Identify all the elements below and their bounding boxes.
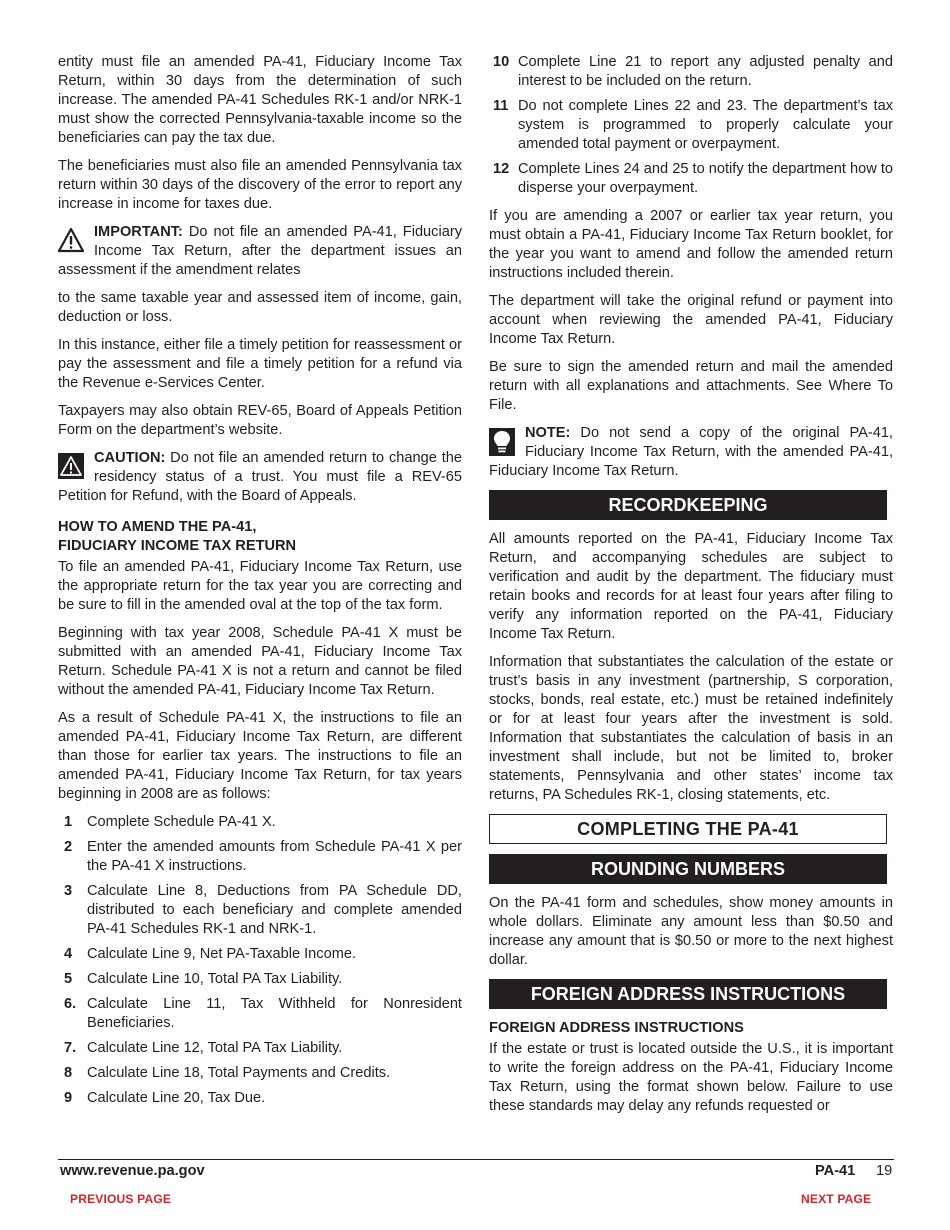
list-item: 5 Calculate Line 10, Total PA Tax Liability. <box>64 971 343 987</box>
list-item: 6. Calculate Line 11, Tax Withheld for Nonresident Beneficiaries. <box>64 996 462 1031</box>
list-item: 11 Do not complete Lines 22 and 23. The department’s tax system is programmed to properly calculate your amended total payment or overpayment. <box>493 98 893 152</box>
caution-text: Do not file an amended return to change the residency status of a trust. You must file a REV-65 Petition for Refund, with the Board of Appeals. <box>58 450 462 504</box>
warning-triangle-icon <box>58 227 84 253</box>
note-label: NOTE: <box>525 425 571 441</box>
important-label: IMPORTANT: <box>94 224 183 240</box>
footer-url[interactable]: www.revenue.pa.gov <box>60 1163 205 1179</box>
caution-label: CAUTION: <box>94 450 166 466</box>
paragraph: Be sure to sign the amended return and mail the amended return with all explanations and attachments. See Where To File. <box>489 359 893 413</box>
paragraph: Taxpayers may also obtain REV-65, Board of Appeals Petition Form on the department’s website. <box>58 403 462 438</box>
left-column <box>58 53 462 1117</box>
list-item: 4 Calculate Line 9, Net PA-Taxable Income. <box>64 946 357 962</box>
paragraph: The beneficiaries must also file an amended Pennsylvania tax return within 30 days of the discovery of the error to report any increase in income for taxes due. <box>58 158 462 212</box>
recordkeeping-banner: RECORDKEEPING <box>489 490 887 520</box>
paragraph: As a result of Schedule PA-41 X, the instructions to file an amended PA-41, Fiduciary Income Tax Return, are different than those for earlier tax years. The instructions to file an amended PA-41, Fiduciary Income Tax Return, for tax years beginning in 2008 are as follows: <box>58 710 462 802</box>
note-notice <box>489 424 893 481</box>
caution-triangle-icon <box>58 453 84 479</box>
completing-pa41-banner: COMPLETING THE PA-41 <box>489 814 887 844</box>
important-text: Do not file an amended PA-41, Fiduciary Income Tax Return, after the department issues an assessment if the amendment relates <box>58 224 462 278</box>
footer-divider <box>58 1159 894 1160</box>
caution-notice <box>58 449 462 506</box>
previous-page-link[interactable]: PREVIOUS PAGE <box>70 1192 172 1206</box>
paragraph: entity must file an amended PA-41, Fiduciary Income Tax Return, within 30 days from the determination of such increase. The amended PA-41 Schedules RK-1 and/or NRK-1 must show the corrected Pennsylvania-taxable income so the beneficiaries can pay the tax due. <box>58 54 462 146</box>
important-notice <box>58 223 462 280</box>
paragraph: To file an amended PA-41, Fiduciary Income Tax Return, use the appropriate return for the tax year you are correcting and be sure to fill in the amended oval at the top of the tax form. <box>58 559 462 613</box>
next-page-link[interactable]: NEXT PAGE <box>801 1192 872 1206</box>
footer-form-name: PA-41 <box>815 1163 856 1179</box>
paragraph: The department will take the original refund or payment into account when reviewing the amended PA-41, Fiduciary Income Tax Return. <box>489 293 893 347</box>
foreign-address-banner: FOREIGN ADDRESS INSTRUCTIONS <box>489 979 887 1009</box>
paragraph: All amounts reported on the PA-41, Fiduciary Income Tax Return, and accompanying schedules are subject to verification and audit by the department. The fiduciary must retain books and records for at least four years after filing to verify any information reported on the PA-41, Fiduciary Income Tax Return. <box>489 531 893 642</box>
list-item: 1 Complete Schedule PA-41 X. <box>64 814 276 830</box>
page-number: 19 <box>876 1163 893 1179</box>
paragraph: In this instance, either file a timely petition for reassessment or pay the assessment and file a timely petition for a refund via the Revenue e-Services Center. <box>58 337 462 391</box>
section-heading: HOW TO AMEND THE PA-41, FIDUCIARY INCOME TAX RETURN <box>58 519 297 554</box>
paragraph: Beginning with tax year 2008, Schedule PA-41 X must be submitted with an amended PA-41, Fiduciary Income Tax Return. Schedule PA-41 X is not a return and cannot be filed without the amended PA-41, Fiduciary Income Tax Return. <box>58 625 462 698</box>
paragraph: to the same taxable year and assessed item of income, gain, deduction or loss. <box>58 290 462 325</box>
paragraph: If the estate or trust is located outside the U.S., it is important to write the foreign address on the PA-41, Fiduciary Income Tax Return, using the format shown below. Failure to use these standards may delay any refunds requested or <box>489 1041 893 1114</box>
section-heading: FOREIGN ADDRESS INSTRUCTIONS <box>489 1020 744 1036</box>
amend-steps-list <box>58 813 462 1108</box>
right-column <box>489 53 893 1125</box>
list-item: 3 Calculate Line 8, Deductions from PA Schedule DD, distributed to each beneficiary and complete amended PA-41 Schedules RK-1 and NRK-1. <box>64 883 462 937</box>
amend-steps-list-continued <box>489 53 893 198</box>
paragraph: On the PA-41 form and schedules, show money amounts in whole dollars. Eliminate any amount less than $0.50 and increase any amount that is $0.50 or more to the next highest dollar. <box>489 895 893 968</box>
list-item: 12 Complete Lines 24 and 25 to notify the department how to disperse your overpayment. <box>493 161 893 196</box>
list-item: 10 Complete Line 21 to report any adjusted penalty and interest to be included on the return. <box>493 54 893 89</box>
paragraph: Information that substantiates the calculation of the estate or trust’s basis in any investment (partnership, S corporation, stocks, bonds, real estate, etc.) must be retained indefinitely or for at least four years after the investment is sold. Information that substantiates the calculation of basis in an investment shall include, but not be limited to, broker statements, Pennsylvania and other states’ income tax returns, PA Schedules RK-1, closing statements, etc. <box>489 654 893 803</box>
list-item: 8 Calculate Line 18, Total Payments and Credits. <box>64 1065 391 1081</box>
list-item: 2 Enter the amended amounts from Schedule PA-41 X per the PA-41 X instructions. <box>64 839 462 874</box>
paragraph: If you are amending a 2007 or earlier tax year return, you must obtain a PA-41, Fiduciary Income Tax Return booklet, for the year you want to amend and follow the amended return instructions included therein. <box>489 208 893 281</box>
lightbulb-icon <box>489 428 515 456</box>
note-text: Do not send a copy of the original PA-41, Fiduciary Income Tax Return, with the amended PA-41, Fiduciary Income Tax Return. <box>489 425 893 479</box>
list-item: 9 Calculate Line 20, Tax Due. <box>64 1090 266 1106</box>
list-item: 7. Calculate Line 12, Total PA Tax Liability. <box>64 1040 343 1056</box>
rounding-numbers-banner: ROUNDING NUMBERS <box>489 854 887 884</box>
